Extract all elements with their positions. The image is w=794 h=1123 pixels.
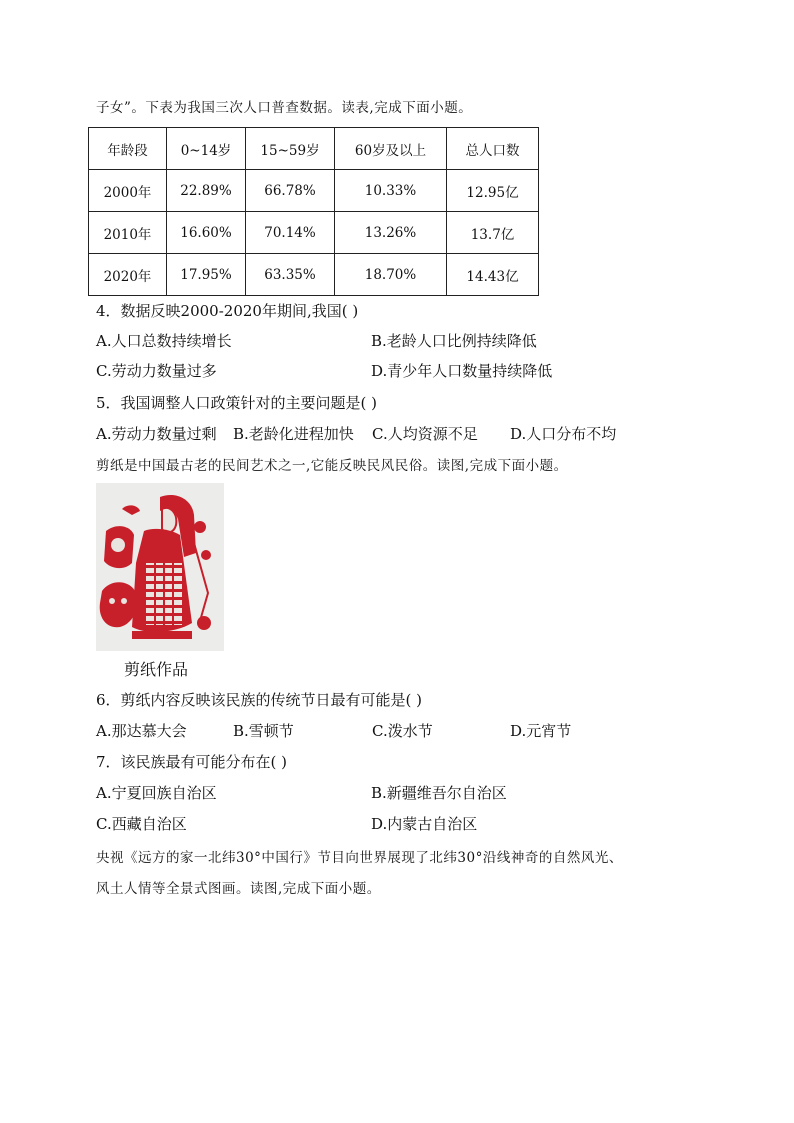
question-5-option-b: B.老龄化进程加快 (233, 425, 354, 443)
table-header-cell: 60岁及以上 (335, 128, 447, 170)
table-header-cell: 年龄段 (89, 128, 167, 170)
table-header-cell: 15~59岁 (246, 128, 335, 170)
table-cell: 13.7亿 (447, 212, 539, 254)
table-cell: 12.95亿 (447, 170, 539, 212)
table-cell: 18.70% (335, 254, 447, 296)
table-row (89, 212, 539, 254)
question-4-option-d: D.青少年人口数量持续降低 (371, 362, 553, 380)
intro-text-latitude-line1: 央视《远方的家一北纬30°中国行》节目向世界展现了北纬30°沿线神奇的自然风光、 (96, 850, 623, 866)
paper-cut-image (96, 483, 224, 651)
question-6-option-d: D.元宵节 (510, 722, 572, 740)
table-cell: 16.60% (167, 212, 246, 254)
question-7-option-b: B.新疆维吾尔自治区 (371, 784, 507, 802)
question-5-option-a: A.劳动力数量过剩 (96, 425, 217, 443)
question-7-option-c: C.西藏自治区 (96, 815, 187, 833)
table-cell: 2010年 (89, 212, 167, 254)
table-header-cell: 总人口数 (447, 128, 539, 170)
question-5-option-c: C.人均资源不足 (372, 425, 478, 443)
table-cell: 14.43亿 (447, 254, 539, 296)
table-header-cell: 0~14岁 (167, 128, 246, 170)
table-cell: 13.26% (335, 212, 447, 254)
question-4-option-b: B.老龄人口比例持续降低 (371, 332, 537, 350)
table-cell: 70.14% (246, 212, 335, 254)
question-5-option-d: D.人口分布不均 (510, 425, 617, 443)
paper-cut-figure-icon (96, 483, 224, 651)
question-4-option-c: C.劳动力数量过多 (96, 362, 217, 380)
question-6-option-b: B.雪顿节 (233, 722, 294, 740)
table-row (89, 170, 539, 212)
question-7-option-a: A.宁夏回族自治区 (96, 784, 217, 802)
table-header-row (89, 128, 539, 170)
question-6-option-c: C.泼水节 (372, 722, 433, 740)
question-6-option-a: A.那达慕大会 (96, 722, 187, 740)
table-cell: 22.89% (167, 170, 246, 212)
table-cell: 2000年 (89, 170, 167, 212)
question-7-option-d: D.内蒙古自治区 (371, 815, 478, 833)
intro-text-papercut: 剪纸是中国最古老的民间艺术之一,它能反映民风民俗。读图,完成下面小题。 (96, 458, 568, 474)
census-table (88, 127, 539, 296)
figure-caption: 剪纸作品 (124, 660, 189, 679)
intro-text-latitude-line2: 风土人情等全景式图画。读图,完成下面小题。 (96, 881, 381, 897)
intro-text-population: 子女”。下表为我国三次人口普查数据。读表,完成下面小题。 (96, 100, 473, 116)
question-4-option-a: A.人口总数持续增长 (96, 332, 232, 350)
table-row (89, 254, 539, 296)
table-cell: 66.78% (246, 170, 335, 212)
table-cell: 63.35% (246, 254, 335, 296)
table-cell: 2020年 (89, 254, 167, 296)
question-4-stem: 4．数据反映2000-2020年期间,我国( ) (96, 302, 359, 320)
table-cell: 10.33% (335, 170, 447, 212)
question-5-stem: 5．我国调整人口政策针对的主要问题是( ) (96, 394, 378, 412)
question-6-stem: 6．剪纸内容反映该民族的传统节日最有可能是( ) (96, 691, 423, 709)
question-7-stem: 7．该民族最有可能分布在( ) (96, 753, 288, 771)
table-cell: 17.95% (167, 254, 246, 296)
